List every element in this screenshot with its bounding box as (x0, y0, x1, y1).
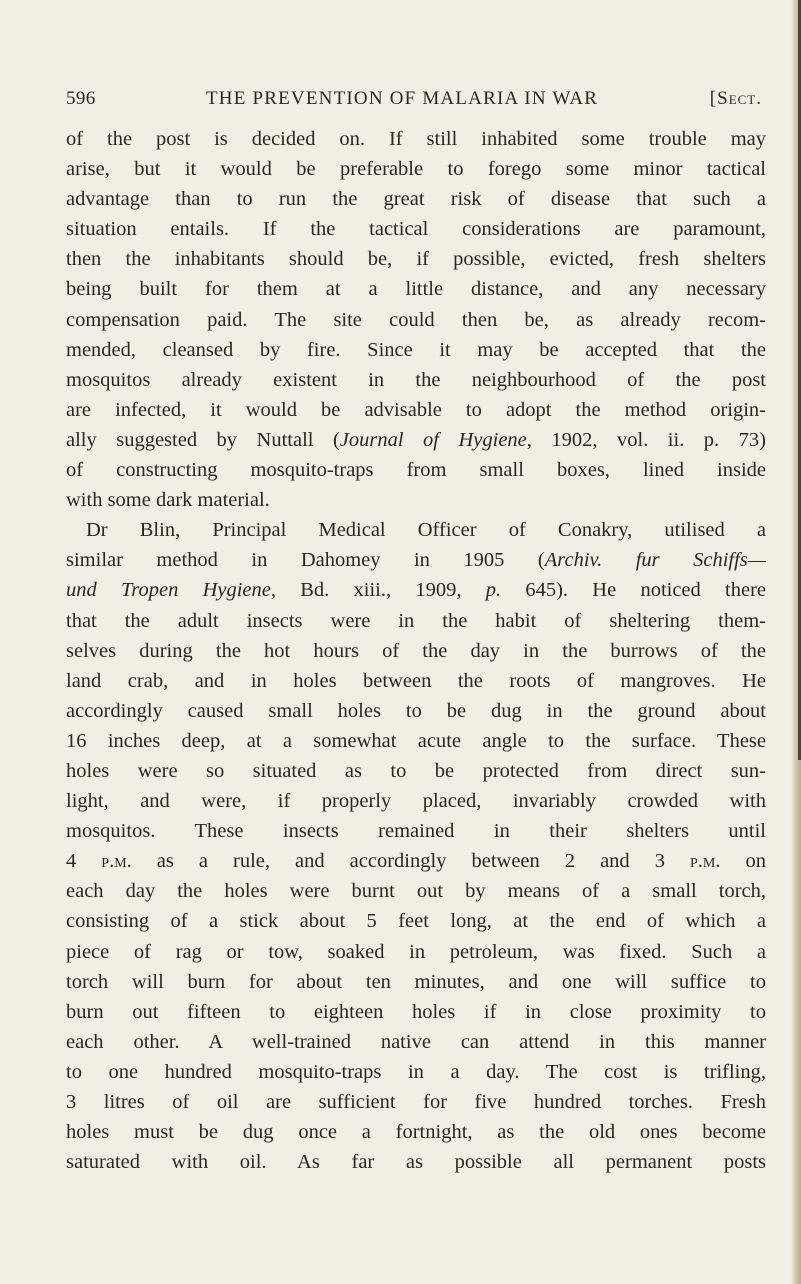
text-line: of the post is decided on. If still inhabited some trouble may (66, 128, 766, 150)
text-line: ally suggested by Nuttall (Journal of Hygiene, 1902, vol. ii. p. 73) (66, 428, 766, 451)
journal-title: Archiv. fur Schiffs— (544, 549, 766, 572)
text-line: 3 litres of oil are sufficient for five hundred torches. Fresh (66, 1091, 766, 1113)
text-line: mended, cleansed by fire. Since it may be accepted that the (66, 338, 766, 361)
text-line: then the inhabitants should be, if possible, evicted, fresh shelters (66, 248, 766, 271)
text-line: accordingly caused small holes to be dug in the ground about (66, 699, 766, 722)
text-line: 4 p.m. as a rule, and accordingly between 2 and 3 p.m. on (66, 850, 766, 873)
text-line: compensation paid. The site could then be, as already recom- (66, 308, 766, 331)
text-line: selves during the hot hours of the day in the burrows of the (66, 639, 766, 662)
text-line: each day the holes were burnt out by means of a small torch, (66, 880, 766, 903)
text-line: advantage than to run the great risk of disease that such a (66, 188, 766, 211)
text-line: torch will burn for about ten minutes, and one will suffice to (66, 970, 766, 993)
journal-title: und Tropen Hygiene (66, 579, 271, 602)
running-head-title: THE PREVENTION OF MALARIA IN WAR (206, 88, 599, 109)
text-line: light, and were, if properly placed, invariably crowded with (66, 790, 766, 813)
text-line: to one hundred mosquito-traps in a day. The cost is trifling, (66, 1060, 766, 1083)
text-line: with some dark material. (66, 489, 270, 512)
section-mark: [Sect. (709, 88, 762, 109)
text-line: being built for them at a little distance, and any necessary (66, 278, 766, 301)
text-line: that the adult insects were in the habit of sheltering them- (66, 609, 766, 632)
text-line: piece of rag or tow, soaked in petroleum, was fixed. Such a (66, 940, 766, 963)
text-line: land crab, and in holes between the roots of mangroves. He (66, 669, 766, 692)
paragraph-start-line: Dr Blin, Principal Medical Officer of Conakry, utilised a (86, 519, 766, 542)
running-header (66, 88, 766, 116)
text-line: holes must be dug once a fortnight, as the old ones become (66, 1121, 766, 1144)
page-number: 596 (66, 88, 96, 109)
journal-title: Journal of Hygiene (339, 428, 527, 451)
text-line: situation entails. If the tactical considerations are paramount, (66, 218, 766, 241)
text-line: similar method in Dahomey in 1905 (Archiv. fur Schiffs— (66, 549, 766, 572)
text-line: consisting of a stick about 5 feet long, at the end of which a (66, 910, 766, 933)
text-line: saturated with oil. As far as possible all permanent posts (66, 1151, 766, 1174)
text-line: are infected, it would be advisable to adopt the method origin- (66, 398, 766, 421)
text-line: of constructing mosquito-traps from small boxes, lined inside (66, 459, 766, 482)
text-line: und Tropen Hygiene, Bd. xiii., 1909, p. 645). He noticed there (66, 579, 766, 602)
text-line: mosquitos already existent in the neighbourhood of the post (66, 368, 766, 391)
text-line: holes were so situated as to be protected from direct sun- (66, 759, 766, 782)
text-line: 16 inches deep, at a somewhat acute angle to the surface. These (66, 729, 766, 752)
text-line: arise, but it would be preferable to forego some minor tactical (66, 158, 766, 181)
text-line: each other. A well-trained native can attend in this manner (66, 1030, 766, 1053)
text-line: burn out fifteen to eighteen holes if in close proximity to (66, 1000, 766, 1023)
text-line: mosquitos. These insects remained in their shelters until (66, 820, 766, 843)
body-text (66, 124, 766, 1177)
